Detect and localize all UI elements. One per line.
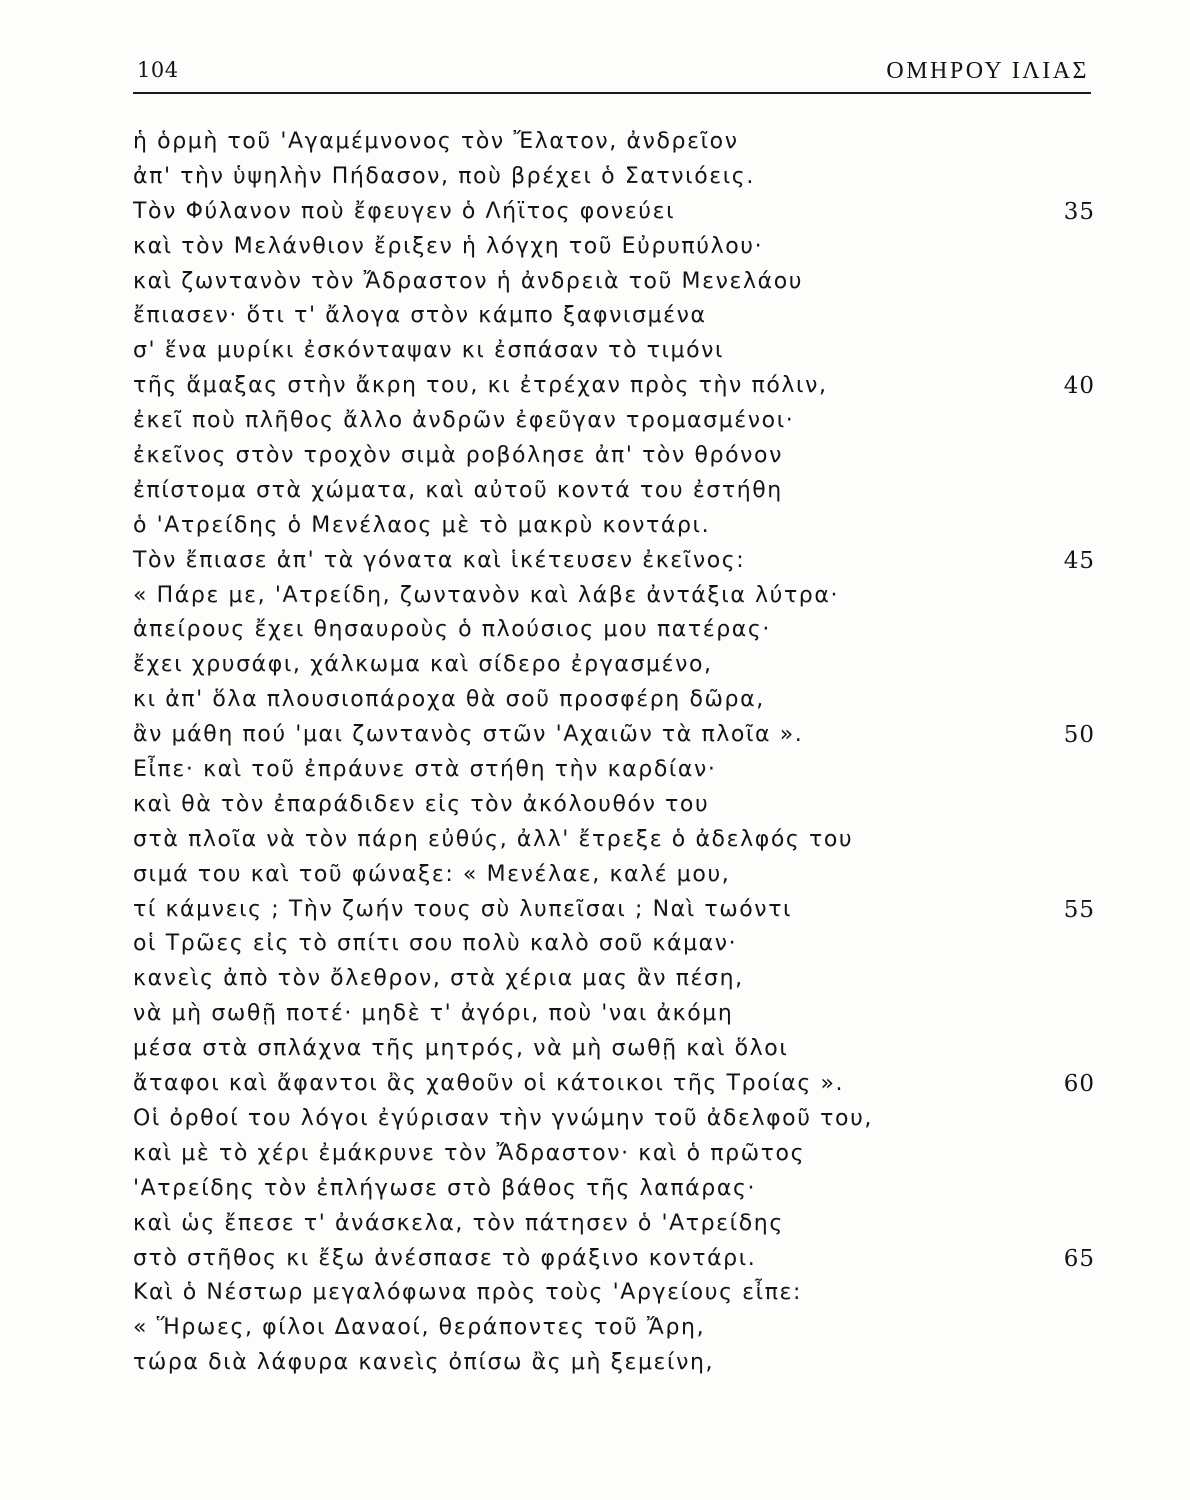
verse-text: ἀπείρους ἔχει θησαυροὺς ὁ πλούσιος μου πατέρας· (133, 617, 772, 643)
verse-line (133, 474, 1095, 509)
verse-line (133, 997, 1095, 1032)
verse-line (133, 230, 1095, 265)
verse-line (133, 962, 1095, 997)
verse-text: ἀπ' τὴν ὑψηλὴν Πήδασον, ποὺ βρέχει ὁ Σατνιόεις. (133, 163, 755, 189)
line-number: 55 (1063, 896, 1095, 923)
verse-text: καὶ ὡς ἔπεσε τ' ἀνάσκελα, τὸν πάτησεν ὁ 'Ατρείδης (133, 1210, 784, 1236)
verse-line (133, 369, 1095, 404)
verse-text: σ' ἕνα μυρίκι ἐσκόνταψαν κι ἐσπάσαν τὸ τιμόνι (133, 338, 725, 364)
line-number: 50 (1063, 722, 1095, 749)
verse-line (133, 753, 1095, 788)
line-number: 40 (1063, 373, 1095, 400)
verse-block (133, 125, 1095, 1381)
verse-text: Καὶ ὁ Νέστωρ μεγαλόφωνα πρὸς τοὺς 'Αργείους εἶπε: (133, 1280, 803, 1306)
verse-text: ἐπίστομα στὰ χώματα, καὶ αὐτοῦ κοντά του ἐστήθη (133, 477, 783, 503)
line-number: 45 (1063, 547, 1095, 574)
verse-line (133, 160, 1095, 195)
page-number: 104 (137, 58, 179, 82)
verse-text: στὸ στῆθος κι ἔξω ἀνέσπασε τὸ φράξινο κοντάρι. (133, 1245, 757, 1271)
verse-text: 'Ατρείδης τὸν ἐπλήγωσε στὸ βάθος τῆς λαπάρας· (133, 1175, 757, 1201)
verse-line (133, 404, 1095, 439)
verse-text: ἐκεῖ ποὺ πλῆθος ἄλλο ἀνδρῶν ἐφεῦγαν τρομασμένοι· (133, 408, 795, 434)
verse-text: νὰ μὴ σωθῇ ποτέ· μηδὲ τ' ἀγόρι, ποὺ 'ναι ἀκόμη (133, 1001, 734, 1027)
line-number: 35 (1063, 198, 1095, 225)
page-header (133, 52, 1091, 94)
verse-line (133, 1276, 1095, 1311)
verse-line (133, 265, 1095, 300)
verse-line (133, 544, 1095, 579)
verse-text: Οἱ ὀρθοί του λόγοι ἐγύρισαν τὴν γνώμην τοῦ ἀδελφοῦ του, (133, 1105, 873, 1131)
verse-text: κι ἀπ' ὅλα πλουσιοπάροχα θὰ σοῦ προσφέρη δῶρα, (133, 687, 765, 713)
verse-line (133, 299, 1095, 334)
line-number: 60 (1063, 1071, 1095, 1098)
verse-text: μέσα στὰ σπλάχνα τῆς μητρός, νὰ μὴ σωθῇ καὶ ὅλοι (133, 1036, 789, 1062)
verse-text: « Ἥρωες, φίλοι Δαναοί, θεράποντες τοῦ Ἄρη, (133, 1315, 706, 1341)
verse-text: τώρα διὰ λάφυρα κανεὶς ὀπίσω ἂς μὴ ξεμείνη, (133, 1350, 715, 1376)
verse-text: ὁ 'Ατρείδης ὁ Μενέλαος μὲ τὸ μακρὺ κοντάρι. (133, 512, 711, 538)
verse-text: Τὸν ἔπιασε ἀπ' τὰ γόνατα καὶ ἱκέτευσεν ἐκεῖνος: (133, 547, 746, 573)
verse-text: οἱ Τρῶες εἰς τὸ σπίτι σου πολὺ καλὸ σοῦ κάμαν· (133, 931, 738, 957)
verse-text: Εἶπε· καὶ τοῦ ἐπράυνε στὰ στήθη τὴν καρδίαν· (133, 757, 717, 783)
verse-line (133, 1311, 1095, 1346)
verse-line (133, 579, 1095, 614)
verse-line (133, 927, 1095, 962)
verse-text: ἔχει χρυσάφι, χάλκωμα καὶ σίδερο ἐργασμένο, (133, 652, 713, 678)
verse-line (133, 1207, 1095, 1242)
verse-line (133, 788, 1095, 823)
verse-text: καὶ τὸν Μελάνθιον ἔριξεν ἡ λόγχη τοῦ Εὐρυπύλου· (133, 233, 764, 259)
verse-line (133, 1242, 1095, 1277)
verse-text: Τὸν Φύλανον ποὺ ἔφευγεν ὁ Λήϊτος φονεύει (133, 198, 676, 224)
verse-text: σιμά του καὶ τοῦ φώναξε: « Μενέλαε, καλέ μου, (133, 861, 731, 887)
verse-line (133, 718, 1095, 753)
verse-line (133, 1102, 1095, 1137)
verse-text: στὰ πλοῖα νὰ τὸν πάρη εὐθύς, ἀλλ' ἔτρεξε ὁ ἀδελφός του (133, 826, 854, 852)
verse-text: ἡ ὁρμὴ τοῦ 'Αγαμέμνονος τὸν Ἔλατον, ἀνδρεῖον (133, 129, 739, 154)
verse-line (133, 439, 1095, 474)
verse-text: κανεὶς ἀπὸ τὸν ὄλεθρον, στὰ χέρια μας ἂν πέση, (133, 966, 744, 992)
verse-line (133, 125, 1095, 160)
running-title: ΟΜΗΡΟΥ ΙΛΙΑΣ (886, 58, 1089, 84)
verse-text: ἄταφοι καὶ ἄφαντοι ἂς χαθοῦν οἱ κάτοικοι τῆς Τροίας ». (133, 1071, 845, 1097)
verse-line (133, 1346, 1095, 1381)
verse-line (133, 858, 1095, 893)
verse-line (133, 1172, 1095, 1207)
verse-line (133, 334, 1095, 369)
verse-text: καὶ θὰ τὸν ἐπαράδιδεν εἰς τὸν ἀκόλουθόν του (133, 791, 710, 817)
verse-line (133, 683, 1095, 718)
verse-text: « Πάρε με, 'Ατρείδη, ζωντανὸν καὶ λάβε ἀντάξια λύτρα· (133, 582, 840, 608)
verse-text: ἐκεῖνος στὸν τροχὸν σιμὰ ροβόλησε ἀπ' τὸν θρόνον (133, 443, 783, 469)
verse-text: τί κάμνεις ; Τὴν ζωήν τους σὺ λυπεῖσαι ; Ναὶ τωόντι (133, 896, 793, 922)
verse-line (133, 1067, 1095, 1102)
verse-line (133, 195, 1095, 230)
verse-text: τῆς ἅμαξας στὴν ἄκρη του, κι ἐτρέχαν πρὸς τὴν πόλιν, (133, 373, 828, 399)
verse-text: ἔπιασεν· ὅτι τ' ἄλογα στὸν κάμπο ξαφνισμένα (133, 303, 707, 329)
verse-line (133, 613, 1095, 648)
verse-line (133, 823, 1095, 858)
verse-text: καὶ ζωντανὸν τὸν Ἄδραστον ἡ ἀνδρειὰ τοῦ Μενελάου (133, 268, 804, 294)
verse-text: καὶ μὲ τὸ χέρι ἐμάκρυνε τὸν Ἄδραστον· καὶ ὁ πρῶτος (133, 1140, 806, 1166)
line-number: 65 (1063, 1245, 1095, 1272)
verse-line (133, 893, 1095, 928)
verse-text: ἂν μάθη πού 'μαι ζωντανὸς στῶν 'Αχαιῶν τὰ πλοῖα ». (133, 722, 804, 748)
verse-line (133, 509, 1095, 544)
verse-line (133, 1137, 1095, 1172)
verse-line (133, 1032, 1095, 1067)
verse-line (133, 648, 1095, 683)
